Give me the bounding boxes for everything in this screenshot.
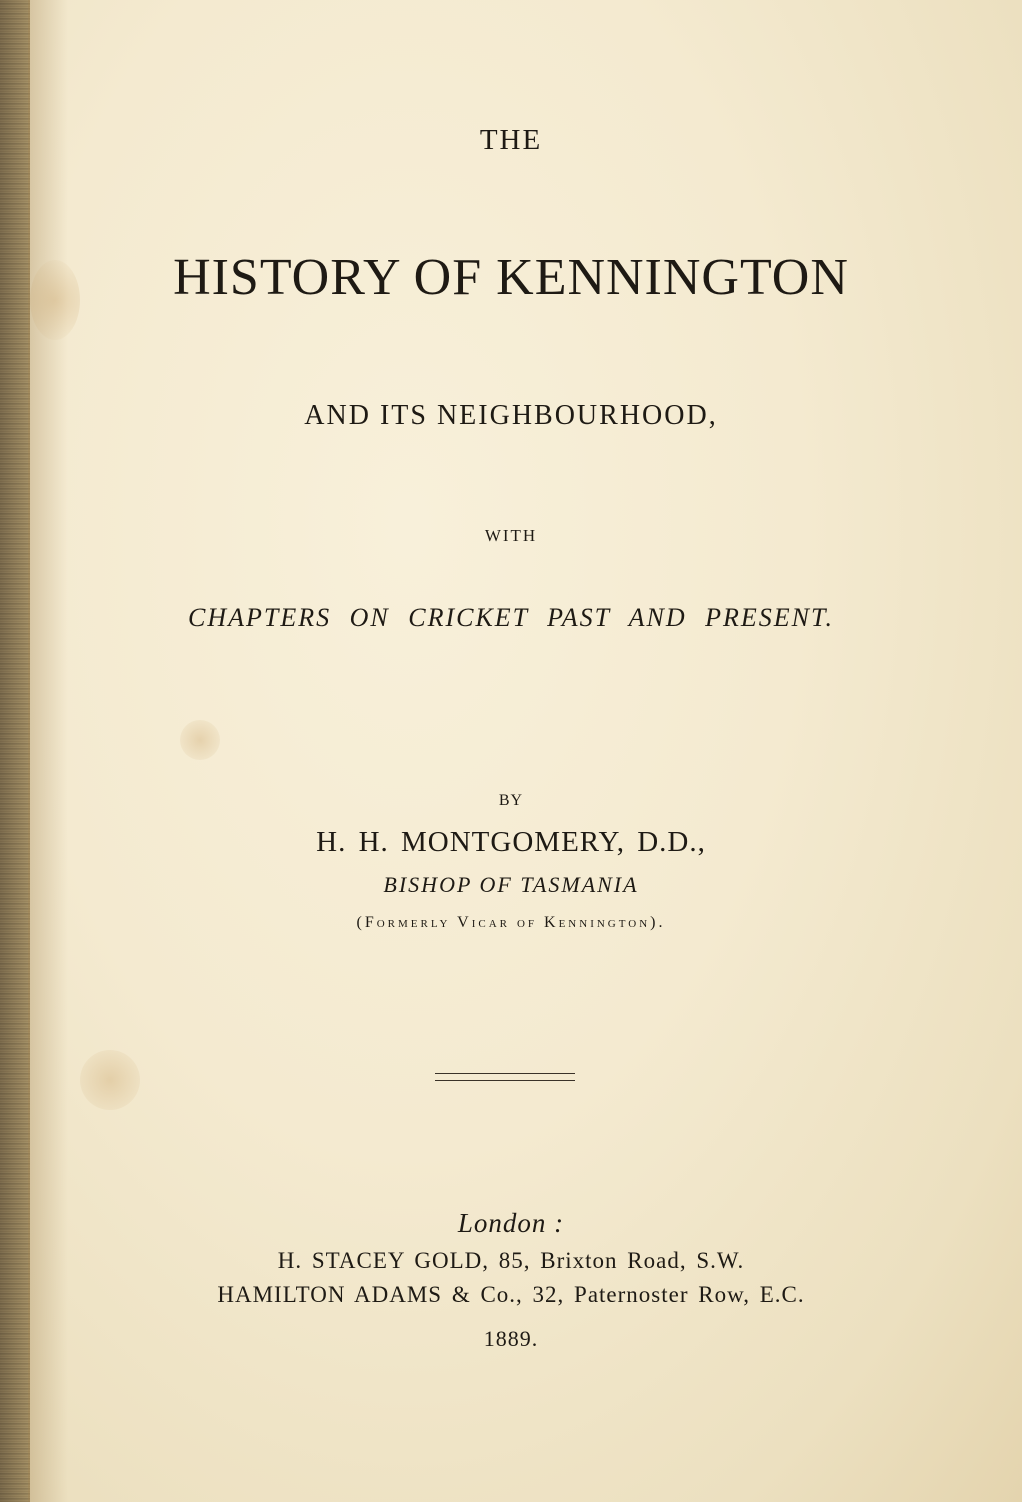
chapters-line: CHAPTERS ON CRICKET PAST AND PRESENT. (188, 603, 834, 632)
book-spine-edge (0, 0, 30, 1502)
publisher-line-1: H. STACEY GOLD, 85, Brixton Road, S.W. (277, 1248, 745, 1273)
publication-year: 1889. (483, 1326, 539, 1351)
paper-stain (180, 720, 220, 760)
gutter-shadow (28, 0, 68, 1502)
double-rule-divider (435, 1073, 575, 1081)
paper-stain (80, 1050, 140, 1110)
author-name: H. H. MONTGOMERY, D.D., (316, 826, 706, 858)
publication-place: London : (457, 1208, 565, 1238)
title-the: THE (479, 124, 543, 156)
publisher-line-2: HAMILTON ADAMS & Co., 32, Paternoster Row, E.C. (217, 1282, 805, 1307)
book-subtitle: AND ITS NEIGHBOURHOOD, (304, 400, 718, 431)
with-text: WITH (484, 526, 538, 545)
by-text: BY (498, 792, 524, 809)
author-note: (Formerly Vicar of Kennington). (356, 914, 666, 931)
author-title: BISHOP OF TASMANIA (383, 872, 639, 897)
book-title: HISTORY OF KENNINGTON (173, 249, 849, 306)
